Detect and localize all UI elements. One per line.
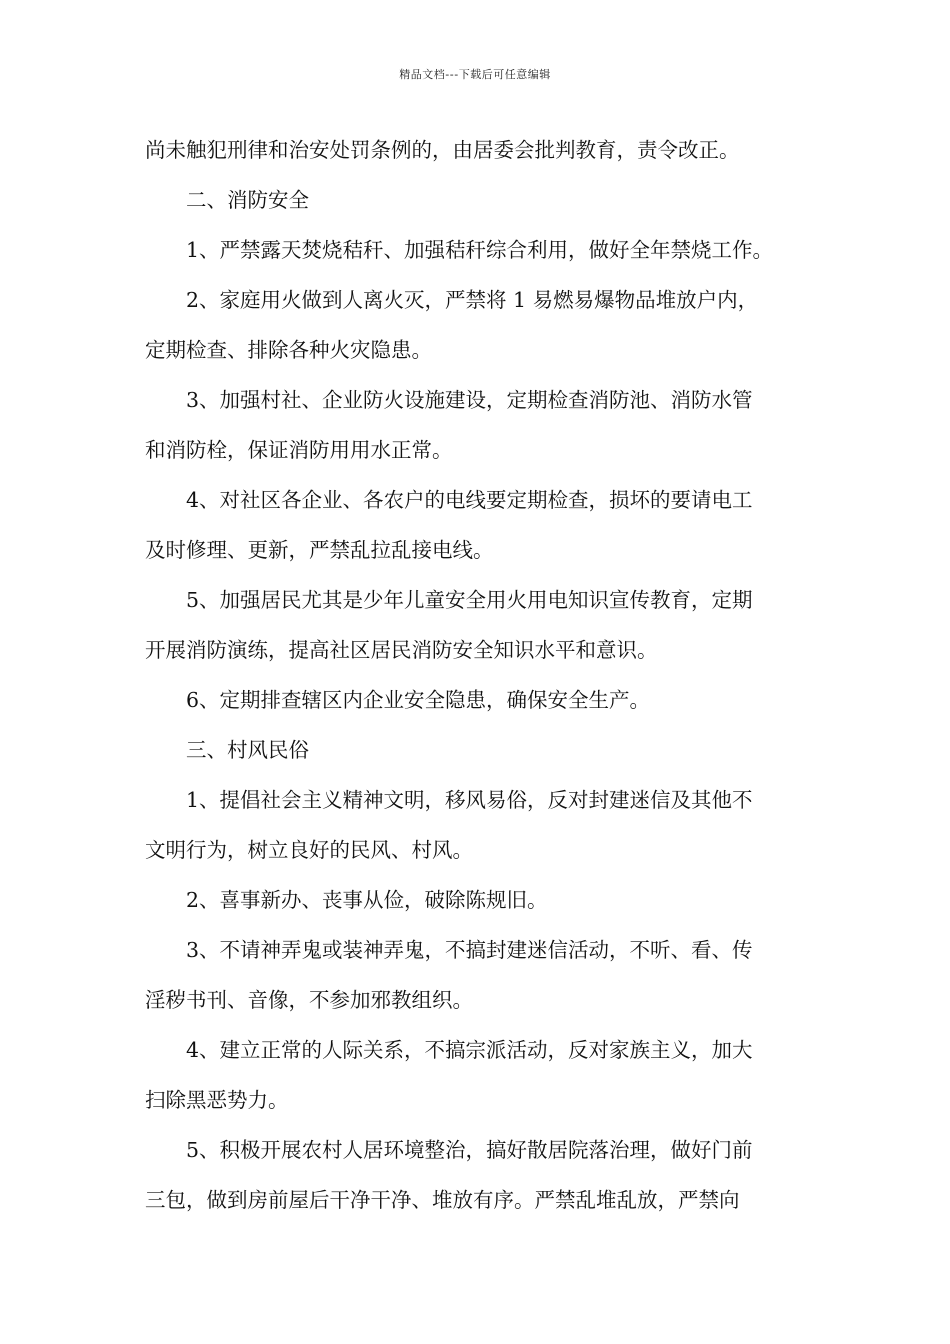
document-body — [145, 125, 820, 1225]
text-line: 3、不请神弄鬼或装神弄鬼，不搞封建迷信活动，不听、看、传 — [186, 938, 753, 962]
text-line: 1、严禁露天焚烧秸秆、加强秸秆综合利用，做好全年禁烧工作。 — [186, 238, 774, 262]
text-line: 4、建立正常的人际关系，不搞宗派活动，反对家族主义，加大 — [186, 1038, 753, 1062]
text-line: 6、定期排查辖区内企业安全隐患，确保安全生产。 — [186, 688, 651, 712]
text-line: 5、积极开展农村人居环境整治，搞好散居院落治理，做好门前 — [186, 1138, 753, 1162]
page-header: 精品文档---下载后可任意编辑 — [399, 68, 551, 81]
text-line: 5、加强居民尤其是少年儿童安全用火用电知识宣传教育，定期 — [186, 588, 753, 612]
text-line: 4、对社区各企业、各农户的电线要定期检查，损坏的要请电工 — [186, 488, 753, 512]
text-line: 和消防栓，保证消防用用水正常。 — [145, 438, 453, 462]
text-line: 尚未触犯刑律和治安处罚条例的，由居委会批判教育，责令改正。 — [145, 138, 740, 162]
text-line: 三包，做到房前屋后干净干净、堆放有序。严禁乱堆乱放，严禁向 — [145, 1188, 740, 1212]
text-line: 开展消防演练，提高社区居民消防安全知识水平和意识。 — [145, 638, 658, 662]
section-heading: 二、消防安全 — [186, 188, 309, 212]
text-line: 2、家庭用火做到人离火灭，严禁将 1 易燃易爆物品堆放户内， — [186, 288, 759, 312]
text-line: 1、提倡社会主义精神文明，移风易俗，反对封建迷信及其他不 — [186, 788, 753, 812]
section-heading: 三、村风民俗 — [186, 738, 309, 762]
text-line: 3、加强村社、企业防火设施建设，定期检查消防池、消防水管 — [186, 388, 753, 412]
text-line: 文明行为，树立良好的民风、村风。 — [145, 838, 473, 862]
text-line: 扫除黑恶势力。 — [145, 1088, 289, 1112]
text-line: 定期检查、排除各种火灾隐患。 — [145, 338, 432, 362]
text-line: 及时修理、更新，严禁乱拉乱接电线。 — [145, 538, 494, 562]
text-line: 2、喜事新办、丧事从俭，破除陈规旧。 — [186, 888, 548, 912]
text-line: 淫秽书刊、音像，不参加邪教组织。 — [145, 988, 473, 1012]
